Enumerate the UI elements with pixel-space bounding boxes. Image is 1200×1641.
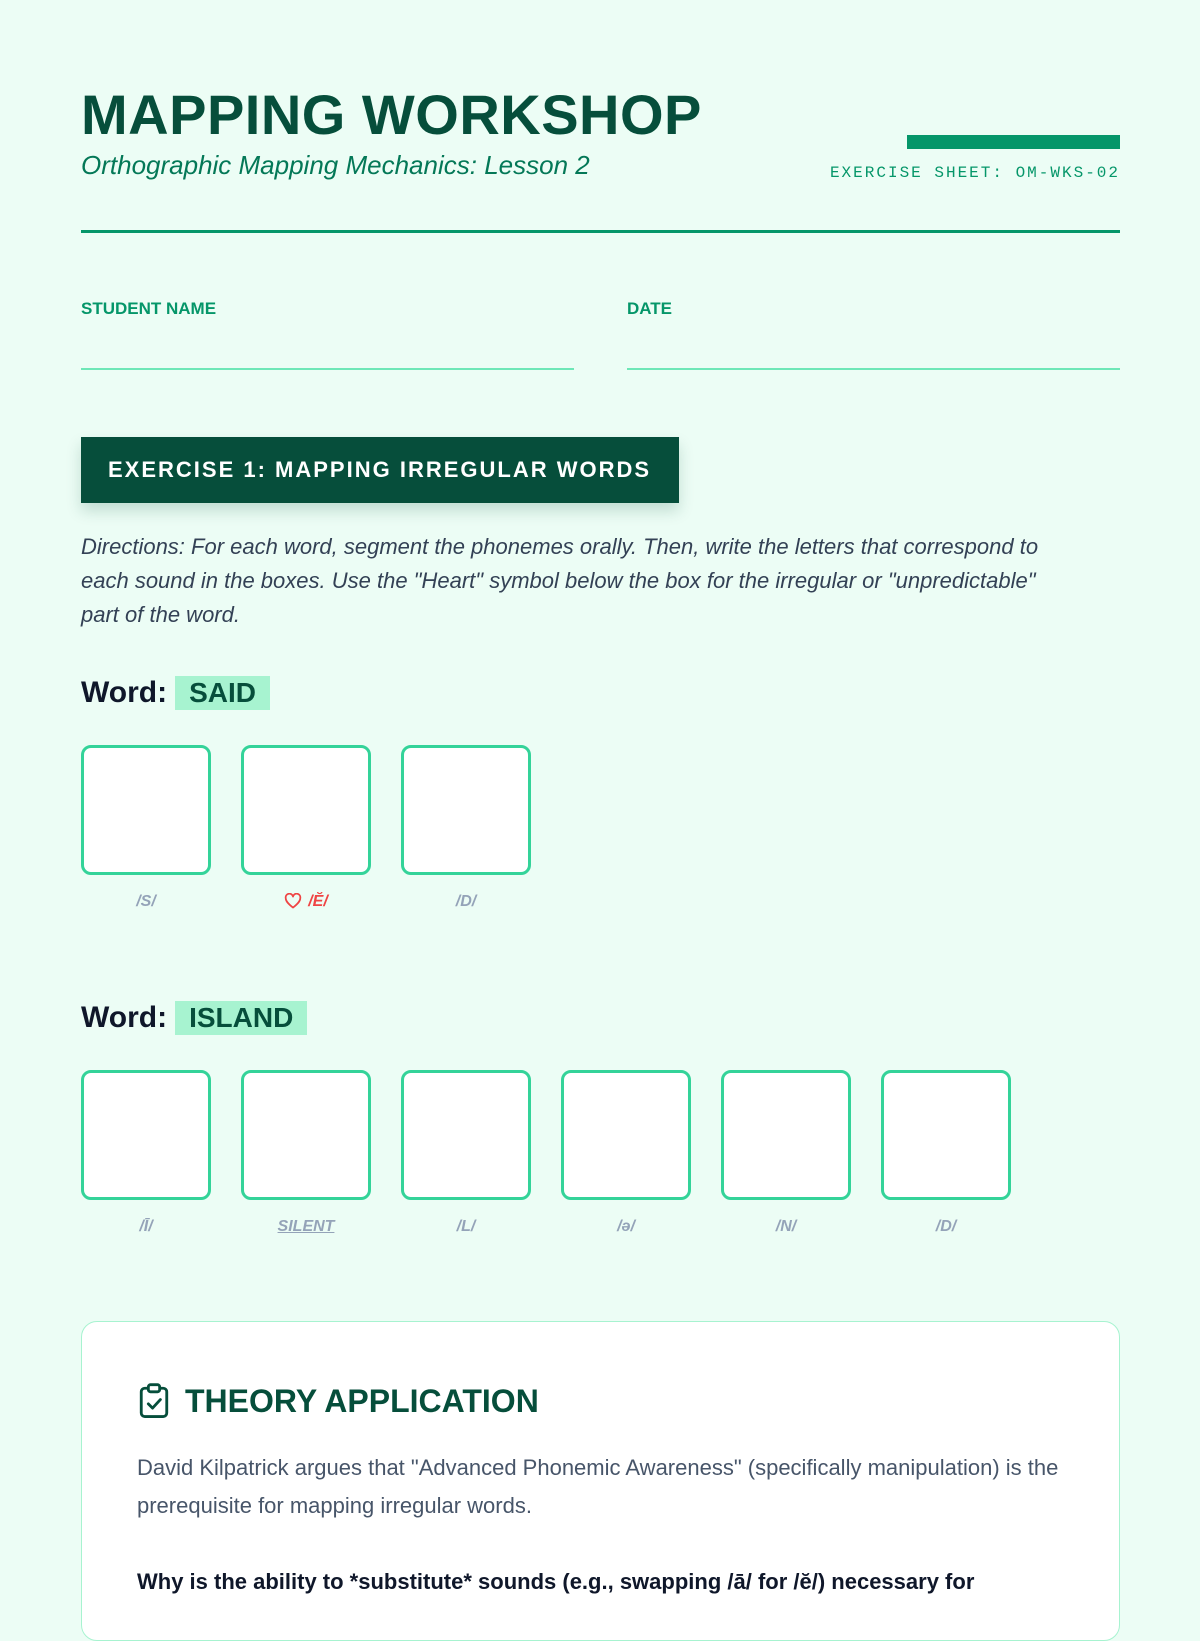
mapping-box[interactable]	[241, 745, 371, 875]
theory-question: Why is the ability to *substitute* sounds (e.g., swapping /ā/ for /ĕ/) necessary for	[137, 1569, 975, 1594]
word-chip: ISLAND	[175, 1001, 307, 1035]
word-chip: SAID	[175, 676, 270, 710]
phoneme-label: /N/	[775, 1218, 797, 1235]
mapping-box[interactable]	[81, 1070, 211, 1200]
mapping-box[interactable]	[81, 745, 211, 875]
header	[81, 0, 1120, 233]
heart-icon	[284, 893, 302, 909]
mapping-box[interactable]	[881, 1070, 1011, 1200]
theory-title: THEORY APPLICATION	[185, 1382, 539, 1419]
phoneme-label: /Ī/	[139, 1218, 153, 1235]
theory-card	[81, 1321, 1120, 1641]
phoneme-label-irregular	[241, 893, 371, 911]
theory-text: David Kilpatrick argues that "Advanced Phonemic Awareness" (specifically manipulation) is the prerequisite for mapping irregular words.	[137, 1455, 1059, 1518]
page-title: MAPPING WORKSHOP	[81, 83, 702, 146]
word-label: Word:	[81, 1001, 168, 1034]
page-subtitle: Orthographic Mapping Mechanics: Lesson 2	[81, 150, 590, 180]
phoneme-label: /L/	[456, 1218, 476, 1235]
clipboard-check-icon	[137, 1382, 171, 1420]
theory-card-header	[137, 1382, 539, 1420]
date-field[interactable]	[627, 368, 1120, 370]
word-heading-island	[81, 1001, 307, 1035]
phoneme-label: /D/	[455, 893, 477, 910]
accent-bar	[907, 135, 1120, 149]
sheet-id: EXERCISE SHEET: OM-WKS-02	[829, 164, 1120, 182]
word-label: Word:	[81, 676, 168, 709]
mapping-box[interactable]	[561, 1070, 691, 1200]
phoneme-label: /D/	[935, 1218, 957, 1235]
exercise-banner: EXERCISE 1: MAPPING IRREGULAR WORDS	[81, 437, 679, 503]
phoneme-label: /ə/	[617, 1218, 635, 1235]
word-heading-said	[81, 676, 270, 710]
mapping-box[interactable]	[241, 1070, 371, 1200]
student-name-label: STUDENT NAME	[81, 299, 217, 318]
phoneme-text: /Ĕ/	[308, 893, 328, 910]
phoneme-label-silent: SILENT	[277, 1218, 335, 1235]
mapping-box[interactable]	[401, 745, 531, 875]
worksheet-page	[81, 0, 1120, 1594]
exercise-directions: Directions: For each word, segment the phonemes orally. Then, write the letters that correspond to each sound in the boxes. Use the "Heart" symbol below the box for the irregular or "unpredictable" part of the word.	[81, 534, 1039, 627]
date-label: DATE	[627, 299, 673, 318]
mapping-box[interactable]	[401, 1070, 531, 1200]
phoneme-label: /S/	[136, 893, 156, 910]
student-name-field[interactable]	[81, 368, 574, 370]
mapping-box[interactable]	[721, 1070, 851, 1200]
